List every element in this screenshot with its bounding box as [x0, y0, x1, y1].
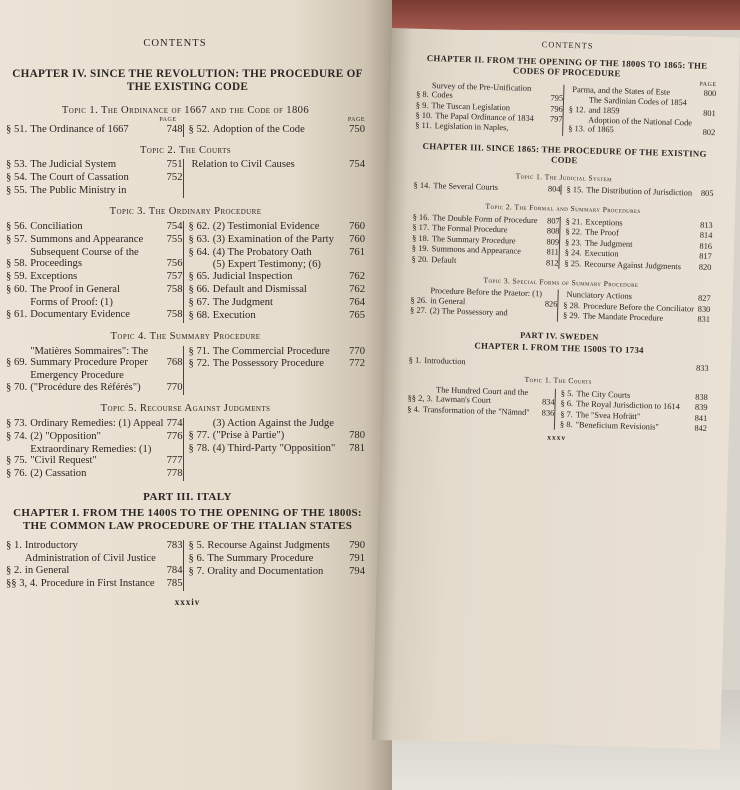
toc-entry	[189, 553, 366, 565]
topic-heading: Topic 1. The Ordinance of 1667 and the Code of 1806	[61, 105, 310, 117]
page-label: PAGE	[347, 116, 365, 123]
entry-title: (3) Action Against the Judge ("Prise à Partie")	[212, 417, 334, 441]
toc-entry	[6, 124, 183, 136]
entry-title: "Matières Sommaires": The Summary Procedure Proper	[30, 345, 149, 369]
entry-columns	[407, 384, 708, 434]
toc-entry	[6, 172, 183, 184]
page-labels	[6, 117, 365, 124]
entry-column-right	[183, 124, 366, 137]
section-number: § 11.	[415, 121, 432, 131]
page-number: 756	[166, 258, 183, 270]
entry-column-left	[6, 221, 183, 323]
section-number: § 22.	[565, 227, 583, 237]
section-number: § 71.	[188, 345, 210, 357]
page-number: 755	[166, 233, 183, 245]
entry-title: The Double Form of Procedure	[432, 213, 538, 226]
section-number: § 23.	[564, 237, 582, 248]
page-number: 791	[349, 552, 365, 564]
toc-entry	[189, 540, 366, 552]
section-number: § 17.	[412, 222, 430, 233]
topic1-block	[0, 105, 375, 481]
entry-title: Administration of Civil Justice in General	[24, 552, 156, 576]
page-number: 816	[699, 241, 713, 251]
entry-title: Adoption of the Code	[212, 123, 305, 135]
entry-title: The Royal Jurisdiction to 1614	[576, 399, 680, 412]
section-number: § 7.	[188, 565, 205, 577]
page-number: 831	[697, 314, 711, 325]
toc-entry	[6, 418, 183, 430]
entry-title: The "Svea Hofrätt"	[575, 409, 641, 421]
toc-entry	[189, 284, 366, 296]
toc-entry	[6, 271, 183, 283]
topic-heading: Topic 2. The Courts	[139, 144, 232, 156]
page-number: 800	[703, 88, 717, 98]
entry-title: Nunciatory Actions	[566, 290, 633, 302]
section-number: § 14.	[413, 180, 431, 191]
page-number: 765	[349, 309, 365, 321]
page-number: 751	[166, 159, 183, 171]
toc-entry	[6, 578, 183, 590]
toc-entry	[6, 297, 183, 321]
entry-title: (3) Examination of the Party	[212, 233, 334, 245]
section-number: § 55.	[6, 185, 28, 197]
toc-entry	[189, 159, 366, 171]
page-number: 808	[546, 226, 560, 237]
page-label: PAGE	[159, 116, 177, 123]
page-number: 758	[166, 284, 183, 296]
section-number: § 70.	[6, 382, 28, 394]
entry-column-right	[558, 217, 712, 273]
entry-title: The Tuscan Legislation	[431, 100, 511, 112]
page-number: 826	[544, 299, 558, 309]
page-number: 772	[349, 358, 365, 370]
section-number: § 63.	[188, 233, 210, 245]
chapter-heading: CHAPTER IV. SINCE THE REVOLUTION: THE PROCEDURE OF THE EXISTING CODE	[12, 68, 363, 93]
entry-title: Orality and Documentation	[207, 565, 324, 577]
toc-entry	[6, 370, 183, 394]
entry-title: The Judgment	[212, 296, 274, 308]
entry-list	[409, 356, 709, 374]
section-number: §§ 3, 4.	[6, 577, 38, 589]
toc-entry	[6, 221, 183, 233]
entry-title: The Court of Cassation	[30, 172, 129, 184]
toc-entry	[189, 259, 366, 283]
entry-title: Relation to Civil Causes	[191, 159, 295, 171]
page-number: 760	[349, 220, 365, 232]
chapter-heading: CHAPTER III. SINCE 1865: THE PROCEDURE OF THE EXISTING CODE	[422, 140, 707, 165]
entry-title: Procedure Before the Praetor: (1) in General	[430, 286, 543, 307]
section-number: § 28.	[563, 300, 581, 311]
toc-entry	[6, 444, 183, 468]
page-number: 827	[697, 294, 711, 304]
page-number: 784	[166, 564, 183, 576]
entry-title: Procedure in First Instance	[40, 577, 155, 589]
entry-columns	[411, 213, 712, 273]
entry-title: Adoption of the National Code of 1865	[587, 115, 693, 135]
page-number: 801	[703, 108, 716, 118]
page-number: 757	[166, 271, 183, 283]
entry-title: The Mandate Procedure	[582, 311, 664, 323]
section-number: § 2.	[6, 564, 22, 576]
entry-title: (2) Cassation	[30, 468, 87, 480]
page-number: 841	[694, 413, 708, 423]
entry-title: Default	[431, 254, 457, 265]
toc-entry	[409, 356, 709, 374]
toc-entry	[6, 159, 183, 171]
section-number: § 1.	[6, 540, 22, 552]
entry-column-left	[415, 81, 563, 136]
entry-columns	[0, 540, 375, 590]
page-number: 802	[702, 128, 716, 138]
section-number: § 9.	[415, 100, 429, 110]
page-number: 758	[166, 308, 183, 320]
page-number: 783	[166, 540, 183, 552]
toc-entry	[189, 297, 366, 309]
toc-entry	[189, 443, 366, 455]
entry-title: Ordinary Remedies: (1) Appeal	[30, 417, 164, 429]
section-number: § 13.	[568, 124, 586, 134]
topic-heading: Topic 3. The Ordinary Procedure	[109, 205, 262, 217]
entry-title: Parma, and the States of Este	[572, 84, 671, 97]
page-number: 834	[541, 397, 555, 407]
entry-title: The Judicial System	[30, 159, 117, 171]
entry-title: Transformation of the "Nämnd"	[422, 404, 530, 417]
toc-entry	[189, 418, 366, 442]
entry-column-left	[410, 286, 558, 321]
section-number: § 67.	[188, 296, 210, 308]
section-number: § 57.	[6, 233, 28, 245]
entry-title: The Several Courts	[433, 181, 499, 193]
toc-entry	[189, 247, 366, 259]
section-number: § 77.	[188, 429, 210, 441]
toc-entry	[6, 468, 183, 480]
section-number: § 59.	[6, 271, 28, 283]
section-number: § 64.	[188, 246, 210, 258]
entry-column-right	[183, 418, 366, 481]
section-number: § 19.	[411, 243, 429, 254]
entry-title: (4) The Probatory Oath	[212, 246, 312, 258]
section-number: § 72.	[188, 358, 210, 370]
page-number: 785	[166, 577, 183, 589]
toc-entry	[6, 553, 183, 577]
toc-entry	[566, 185, 713, 199]
entry-title: The Hundred Court and the Lawman's Court	[435, 385, 529, 406]
part-heading: PART III. ITALY	[143, 491, 232, 504]
toc-entry	[413, 181, 560, 195]
entry-title: Conciliation	[30, 220, 83, 232]
entry-title: The Possessory Procedure	[212, 358, 324, 370]
entry-title: Recourse Against Judgments	[584, 259, 682, 271]
toc-entry	[6, 185, 183, 197]
toc-entry	[189, 310, 366, 322]
entry-title: Survey of the Pre-Unification Codes	[431, 80, 532, 100]
entry-title: Execution	[212, 309, 256, 321]
entry-title: Procedure Before the Conciliator	[582, 301, 695, 314]
entry-title: Default and Dismissal	[212, 284, 307, 296]
section-number: § 73.	[6, 417, 28, 429]
toc-entry	[6, 431, 183, 443]
toc-entry	[189, 346, 366, 358]
entry-columns	[6, 124, 365, 137]
entry-column-right	[554, 389, 708, 435]
entry-title: The Commercial Procedure	[212, 345, 330, 357]
section-number: § 12.	[568, 104, 586, 115]
entry-title: The Papal Ordinance of 1834	[435, 111, 535, 124]
section-number: § 29.	[562, 311, 580, 321]
section-number: § 4.	[407, 404, 421, 414]
entry-title: The Summary Procedure	[431, 233, 516, 246]
page-number: 794	[349, 565, 365, 577]
entry-title: The Judgment	[584, 238, 633, 249]
section-number: § 54.	[6, 172, 28, 184]
topic-heading: Topic 3. Special Forms of Summary Procedure	[483, 275, 639, 289]
entry-column-right	[562, 85, 716, 140]
chapter-heading: CHAPTER I. FROM THE 1400S TO THE OPENING OF THE 1800S: THE COMMON LAW PROCEDURE OF THE ITALIAN STATES	[13, 507, 362, 532]
entry-title: (2) The Possessory and	[429, 306, 508, 318]
page-label: PAGE	[699, 81, 717, 89]
page-number: 830	[697, 304, 711, 314]
entry-title: (5) Expert Testimony; (6) Judicial Inspection	[212, 259, 321, 283]
entry-title: The Formal Procedure	[432, 223, 508, 235]
entry-title: "Beneficium Revisionis"	[575, 420, 660, 432]
section-number: § 74.	[6, 430, 28, 442]
entry-title: Forms of Proof: (1) Documentary Evidence	[30, 296, 130, 320]
section-number: § 62.	[188, 220, 210, 232]
entry-title: The Ordinance of 1667	[30, 123, 129, 135]
section-number: § 68.	[188, 309, 210, 321]
entry-column-left	[411, 213, 559, 269]
entry-columns	[410, 286, 711, 326]
right-page	[372, 28, 740, 749]
entry-column-right	[183, 159, 366, 198]
toc-entry	[6, 247, 183, 271]
page-number: 839	[694, 402, 708, 413]
page-number: 774	[166, 417, 183, 429]
toc-entry	[6, 234, 183, 246]
section-number: § 75.	[6, 455, 28, 467]
toc-entry	[6, 284, 183, 296]
page-number: 778	[166, 468, 183, 480]
section-number: § 78.	[188, 442, 210, 454]
entry-columns	[6, 418, 365, 481]
entry-column-left	[6, 346, 183, 395]
entry-column-left	[6, 124, 183, 137]
page-number: 754	[349, 159, 365, 171]
section-number: § 58.	[6, 258, 28, 270]
entry-title: Emergency Procedure ("Procédure des Référés")	[30, 370, 141, 394]
page-number: 836	[541, 407, 555, 418]
chapter-heading: CHAPTER II. FROM THE OPENING OF THE 1800S TO 1865: THE CODES OF PROCEDURE	[426, 53, 708, 79]
page-number: 777	[166, 455, 183, 467]
toc-entry	[189, 358, 366, 370]
section-number: § 15.	[566, 184, 584, 195]
entry-title: The Distribution of Jurisdiction	[586, 185, 693, 198]
page-number: 762	[349, 271, 365, 283]
section-number: § 16.	[412, 212, 430, 223]
page-number: 805	[700, 188, 714, 199]
entry-column-right	[560, 185, 713, 200]
entry-title: The Sardinian Codes of 1854 and 1859	[588, 95, 688, 116]
part-heading: PART IV. SWEDEN	[520, 330, 599, 342]
page-number: 752	[166, 172, 183, 184]
section-number: § 52.	[188, 123, 210, 135]
page-number: 795	[550, 93, 564, 104]
section-number: § 20.	[411, 254, 429, 264]
entry-title: Introductory	[24, 540, 78, 552]
entry-title: Summons and Appearance	[431, 244, 522, 256]
section-number: § 1.	[408, 355, 422, 365]
entry-title: The Proof in General	[30, 284, 120, 296]
section-number: § 5.	[188, 540, 205, 552]
entry-title: Extraordinary Remedies: (1) "Civil Request"	[30, 443, 152, 467]
section-number: § 56.	[6, 220, 28, 232]
entry-title: (2) Testimonial Evidence	[212, 220, 320, 232]
page-number: 750	[349, 123, 365, 135]
chapter-heading: CHAPTER I. FROM THE 1500S TO 1734	[474, 340, 644, 356]
entry-title: Exceptions	[585, 217, 623, 228]
page-number: 760	[349, 233, 365, 245]
page-number: 838	[695, 392, 708, 402]
page-folio: xxxv	[547, 432, 567, 443]
page-number: 748	[166, 123, 183, 135]
entry-column-right	[557, 290, 711, 325]
section-number: § 69.	[6, 357, 28, 369]
entry-title: The Public Ministry in	[30, 185, 127, 197]
toc-entry	[189, 124, 366, 136]
entry-title: The Summary Procedure	[207, 552, 314, 564]
page-number: 762	[349, 284, 365, 296]
section-number: § 76.	[6, 468, 28, 480]
page-number: 797	[549, 114, 563, 124]
page-number: 790	[349, 540, 365, 552]
topic-heading: Topic 4. The Summary Procedure	[110, 330, 261, 342]
entry-column-left	[6, 418, 183, 481]
section-number: § 21.	[565, 216, 583, 227]
section-number: § 66.	[188, 284, 210, 296]
page-number: 811	[546, 247, 559, 257]
entry-columns	[415, 81, 716, 140]
page-number: 761	[349, 246, 365, 258]
entry-title: Legislation in Naples,	[434, 121, 509, 133]
entry-column-right	[183, 346, 366, 395]
page-number: 768	[166, 357, 183, 369]
section-number: § 8.	[416, 89, 429, 100]
section-number: § 6.	[188, 552, 205, 564]
toc-entry	[6, 346, 183, 370]
toc-entry	[189, 566, 366, 578]
section-number: § 25.	[564, 258, 582, 268]
entry-title: (2) "Opposition"	[30, 430, 101, 442]
entry-title: Exceptions	[30, 271, 78, 283]
section-number: §§ 2, 3.	[407, 393, 433, 404]
page-number: 804	[547, 184, 561, 194]
toc-entry	[189, 234, 366, 246]
entry-title: Recourse Against Judgments	[207, 540, 330, 552]
left-running-head: CONTENTS	[143, 38, 207, 49]
right-content	[407, 37, 718, 447]
page-number: 817	[699, 251, 712, 262]
entry-title: The Proof	[584, 227, 619, 238]
section-number: § 60.	[6, 284, 28, 296]
page-number: 809	[546, 237, 560, 247]
page-number: 770	[349, 345, 365, 357]
section-number: § 5.	[560, 388, 574, 399]
left-content	[0, 68, 375, 607]
page-number: 807	[546, 216, 560, 226]
toc-entry	[568, 115, 715, 138]
section-number: § 51.	[6, 123, 28, 135]
section-number: § 6.	[560, 399, 574, 409]
page-number: 833	[695, 363, 709, 373]
topic-heading: Topic 5. Recourse Against Judgments	[100, 403, 271, 414]
toc-entry	[6, 540, 183, 552]
section-number: § 24.	[564, 248, 582, 258]
entry-column-right	[183, 221, 366, 323]
entry-column-left	[407, 384, 555, 430]
page-folio: xxxiv	[174, 596, 201, 607]
left-page-header	[0, 38, 350, 50]
page-number: 812	[545, 257, 559, 268]
topic-heading: Topic 2. The Formal and Summary Procedures	[485, 202, 641, 216]
entry-title: Summons and Appearance	[30, 233, 144, 245]
right-running-head: CONTENTS	[541, 40, 594, 51]
page-number: 813	[699, 220, 713, 230]
topic-heading: Topic 1. The Judicial System	[515, 171, 613, 183]
page-number: 842	[694, 423, 708, 434]
entry-title: Introduction	[424, 355, 466, 367]
section-number: § 8.	[559, 419, 573, 430]
entry-title: (4) Third-Party "Opposition"	[212, 442, 336, 454]
page-number: 820	[698, 262, 712, 272]
section-number: § 61.	[6, 308, 28, 320]
section-number: § 7.	[560, 409, 573, 419]
entry-columns	[6, 221, 365, 323]
entry-column-left	[6, 159, 183, 198]
page-number: 814	[699, 231, 713, 241]
entry-title: The City Courts	[576, 389, 631, 400]
entry-column-left	[6, 540, 183, 590]
entry-columns	[6, 346, 365, 395]
page-number: 754	[166, 220, 183, 232]
section-number: § 18.	[412, 233, 430, 243]
section-number: § 27.	[409, 305, 427, 316]
page-number: 780	[349, 429, 365, 441]
toc-entry	[189, 221, 366, 233]
page-number: 764	[349, 296, 365, 308]
section-number: § 10.	[415, 110, 433, 121]
page-number: 796	[550, 104, 563, 114]
entry-title: Subsequent Course of the Proceedings	[30, 246, 139, 270]
page-number: 781	[349, 442, 365, 454]
section-number: § 26.	[410, 295, 428, 305]
entry-column-right	[183, 540, 366, 590]
entry-column-left	[413, 181, 560, 196]
section-number: § 65.	[188, 271, 210, 283]
page-number: 770	[166, 382, 183, 394]
entry-title: Execution	[584, 248, 619, 259]
entry-columns	[6, 159, 365, 198]
page-number: 776	[166, 430, 183, 442]
section-number: § 53.	[6, 159, 28, 171]
topic-heading: Topic 1. The Courts	[524, 375, 593, 387]
